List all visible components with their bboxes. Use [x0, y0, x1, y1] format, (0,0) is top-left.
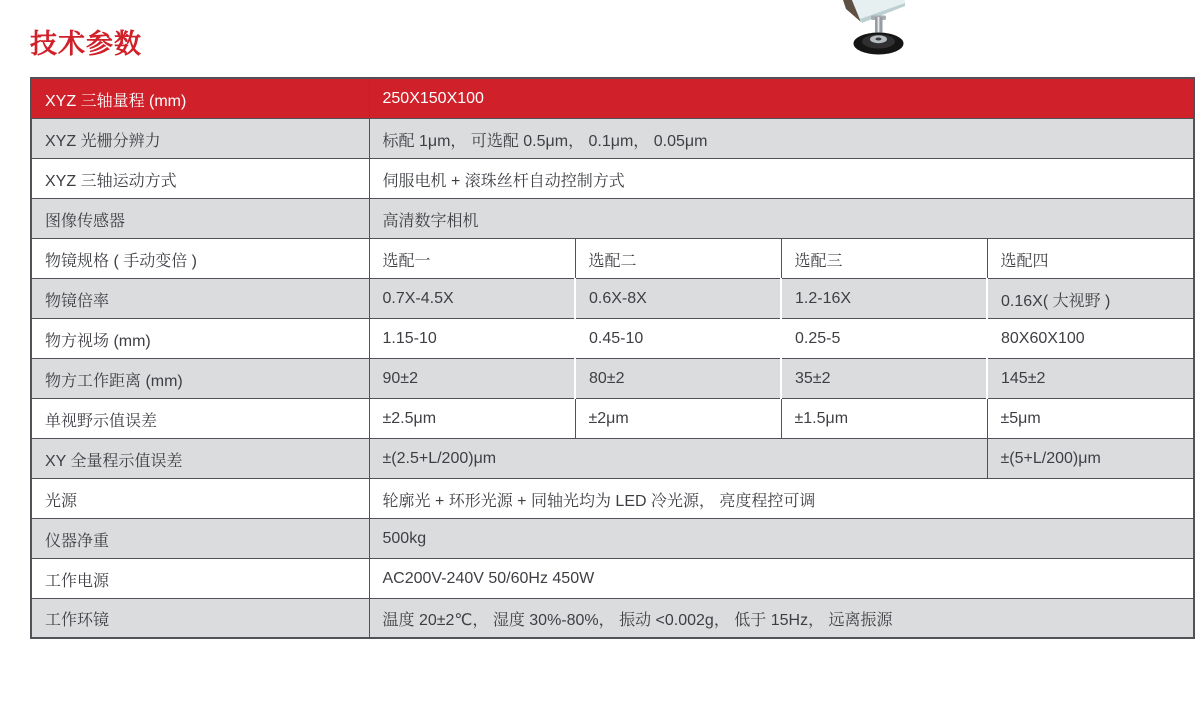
spec-row	[31, 558, 1194, 598]
spec-label-cell: 工作电源	[31, 558, 369, 598]
spec-row	[31, 478, 1194, 518]
spec-value-cell: ±5μm	[987, 398, 1194, 438]
spec-value-cell: 1.15-10	[369, 318, 575, 358]
machine-photo-fragment	[833, 0, 933, 58]
spec-label-cell: 仪器净重	[31, 518, 369, 558]
spec-value-cell: 80±2	[575, 358, 781, 398]
spec-label-cell: 单视野示值误差	[31, 398, 369, 438]
spec-value-cell: 选配三	[781, 238, 987, 278]
spec-value-cell: 35±2	[781, 358, 987, 398]
spec-row	[31, 158, 1194, 198]
spec-value-cell: 90±2	[369, 358, 575, 398]
spec-value-cell: 145±2	[987, 358, 1194, 398]
spec-row	[31, 78, 1194, 118]
spec-row	[31, 238, 1194, 278]
spec-row	[31, 438, 1194, 478]
spec-label-cell: 物方视场 (mm)	[31, 318, 369, 358]
spec-value-cell: 选配二	[575, 238, 781, 278]
spec-table	[30, 77, 1195, 639]
spec-label-cell: 物方工作距离 (mm)	[31, 358, 369, 398]
spec-label-cell: 物镜倍率	[31, 278, 369, 318]
spec-label-cell: XYZ 三轴运动方式	[31, 158, 369, 198]
spec-row	[31, 278, 1194, 318]
spec-row	[31, 198, 1194, 238]
spec-value-cell: 轮廓光 + 环形光源 + 同轴光均为 LED 冷光源， 亮度程控可调	[369, 478, 1194, 518]
spec-value-cell: 0.25-5	[781, 318, 987, 358]
foot-stem-highlight	[878, 17, 880, 35]
spec-value-cell: 标配 1μm， 可选配 0.5μm， 0.1μm， 0.05μm	[369, 118, 1194, 158]
foot-cap-center	[876, 38, 882, 41]
spec-value-cell: 250X150X100	[369, 78, 1194, 118]
spec-value-cell: 0.6X-8X	[575, 278, 781, 318]
spec-label-cell: XY 全量程示值误差	[31, 438, 369, 478]
spec-row	[31, 518, 1194, 558]
spec-row	[31, 358, 1194, 398]
spec-value-cell: ±(5+L/200)μm	[987, 438, 1194, 478]
spec-value-cell: AC200V-240V 50/60Hz 450W	[369, 558, 1194, 598]
spec-label-cell: XYZ 光栅分辨力	[31, 118, 369, 158]
spec-value-cell: 选配四	[987, 238, 1194, 278]
spec-value-cell: 80X60X100	[987, 318, 1194, 358]
spec-value-cell: ±2μm	[575, 398, 781, 438]
spec-label-cell: 物镜规格 ( 手动变倍 )	[31, 238, 369, 278]
spec-value-cell: 高清数字相机	[369, 198, 1194, 238]
spec-value-cell: 0.16X( 大视野 )	[987, 278, 1194, 318]
spec-value-cell: ±1.5μm	[781, 398, 987, 438]
spec-row	[31, 118, 1194, 158]
spec-value-cell: ±2.5μm	[369, 398, 575, 438]
spec-value-cell: 0.45-10	[575, 318, 781, 358]
spec-value-cell: 1.2-16X	[781, 278, 987, 318]
spec-label-cell: 图像传感器	[31, 198, 369, 238]
spec-value-cell: ±(2.5+L/200)μm	[369, 438, 987, 478]
spec-value-cell: 0.7X-4.5X	[369, 278, 575, 318]
spec-row	[31, 398, 1194, 438]
spec-row	[31, 598, 1194, 638]
spec-value-cell: 伺服电机 + 滚珠丝杆自动控制方式	[369, 158, 1194, 198]
spec-label-cell: XYZ 三轴量程 (mm)	[31, 78, 369, 118]
spec-label-cell: 工作环镜	[31, 598, 369, 638]
section-title: 技术参数	[30, 29, 142, 59]
spec-value-cell: 温度 20±2℃， 湿度 30%-80%， 振动 <0.002g， 低于 15Hz， 远离振源	[369, 598, 1194, 638]
spec-value-cell: 选配一	[369, 238, 575, 278]
machine-foot-illustration	[833, 0, 933, 58]
spec-row	[31, 318, 1194, 358]
spec-value-cell: 500kg	[369, 518, 1194, 558]
spec-label-cell: 光源	[31, 478, 369, 518]
